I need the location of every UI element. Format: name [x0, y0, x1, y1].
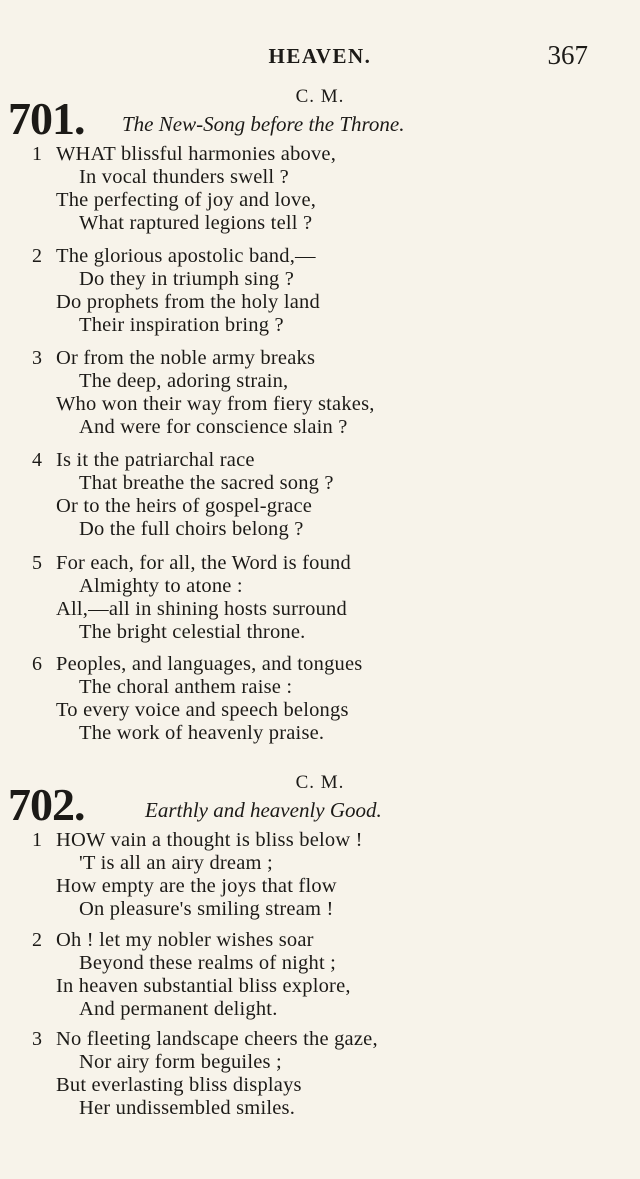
verse-line: The work of heavenly praise.	[79, 722, 325, 744]
verse-line: Is it the patriarchal race	[56, 449, 255, 471]
verse-line: Who won their way from fiery stakes,	[56, 393, 375, 415]
verse-line: Do prophets from the holy land	[56, 291, 320, 313]
verse-line: The choral anthem raise :	[79, 676, 293, 698]
stanza-number: 4	[32, 449, 42, 471]
verse-line: But everlasting bliss displays	[56, 1074, 302, 1096]
hymn-meter: C. M.	[295, 86, 345, 107]
hymn-number: 701.	[8, 93, 85, 144]
stanza-number: 1	[32, 829, 42, 851]
verse-line: The glorious apostolic band,—	[56, 245, 316, 267]
running-title: HEAVEN.	[268, 44, 372, 68]
stanza-number: 3	[32, 1028, 42, 1050]
hymn-title: The New-Song before the Throne.	[122, 112, 405, 136]
verse-line: Do the full choirs belong ?	[79, 518, 304, 540]
verse-line: The bright celestial throne.	[79, 621, 306, 643]
stanza-number: 3	[32, 347, 42, 369]
verse-line: HOW vain a thought is bliss below !	[56, 829, 363, 851]
verse-line: All,—all in shining hosts surround	[56, 598, 347, 620]
stanza-number: 2	[32, 929, 42, 951]
verse-line: WHAT blissful harmonies above,	[56, 143, 337, 165]
verse-line: Nor airy form beguiles ;	[79, 1051, 282, 1073]
stanza-number: 6	[32, 653, 42, 675]
stanza-number: 5	[32, 552, 42, 574]
verse-line: Or from the noble army breaks	[56, 347, 316, 369]
verse-line: To every voice and speech belongs	[56, 699, 349, 721]
verse-line: In vocal thunders swell ?	[79, 166, 289, 188]
verse-line: Peoples, and languages, and tongues	[56, 653, 363, 675]
verse-line: Oh ! let my nobler wishes soar	[56, 929, 314, 951]
page-number: 367	[547, 40, 588, 70]
verse-line: Or to the heirs of gospel-grace	[56, 495, 313, 517]
verse-line: And were for conscience slain ?	[79, 416, 348, 438]
verse-line: What raptured legions tell ?	[79, 212, 313, 234]
verse-line: Her undissembled smiles.	[79, 1097, 296, 1119]
verse-line: The deep, adoring strain,	[79, 370, 289, 392]
verse-line: For each, for all, the Word is found	[56, 552, 351, 574]
verse-line: On pleasure's smiling stream !	[79, 898, 334, 920]
hymn-meter: C. M.	[295, 772, 345, 793]
stanza-number: 2	[32, 245, 42, 267]
verse-line: Their inspiration bring ?	[79, 314, 284, 336]
verse-line: That breathe the sacred song ?	[79, 472, 334, 494]
verse-line: Beyond these realms of night ;	[79, 952, 337, 974]
verse-line: How empty are the joys that flow	[56, 875, 337, 897]
verse-line: 'T is all an airy dream ;	[79, 852, 273, 874]
verse-line: The perfecting of joy and love,	[56, 189, 317, 211]
verse-line: And permanent delight.	[79, 998, 278, 1020]
stanza-number: 1	[32, 143, 42, 165]
verse-line: Do they in triumph sing ?	[79, 268, 295, 290]
verse-line: No fleeting landscape cheers the gaze,	[56, 1028, 378, 1050]
verse-line: In heaven substantial bliss explore,	[56, 975, 351, 997]
hymn-number: 702.	[8, 779, 85, 830]
verse-line: Almighty to atone :	[79, 575, 243, 597]
hymn-title: Earthly and heavenly Good.	[145, 798, 382, 822]
